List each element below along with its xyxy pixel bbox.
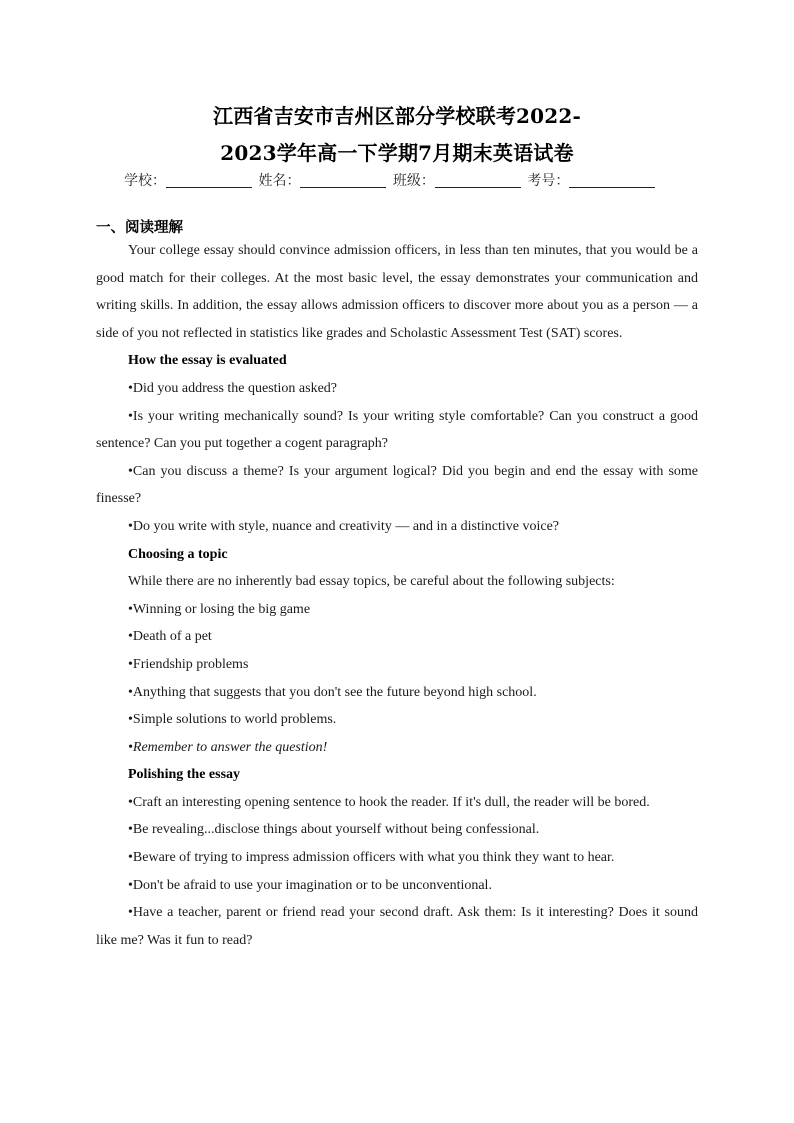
topic-reminder: •Remember to answer the question! bbox=[128, 739, 328, 755]
list-item: •Don't be afraid to use your imagination or to be unconventional. bbox=[128, 877, 492, 893]
name-label: 姓名： bbox=[258, 173, 301, 189]
list-item: •Beware of trying to impress admission officers with what you think they want to hear. bbox=[128, 850, 615, 866]
list-item: •Anything that suggests that you don't see the future beyond high school. bbox=[128, 684, 537, 700]
list-item: •Simple solutions to world problems. bbox=[128, 712, 337, 728]
exam-number-blank[interactable] bbox=[569, 173, 655, 188]
list-item: •Winning or losing the big game bbox=[128, 601, 311, 617]
list-item: •Have a teacher, parent or friend read your second draft. Ask them: Is it interesting? Does it sound like me? Was it fun to read? bbox=[96, 905, 698, 948]
school-label: 学校： bbox=[124, 173, 166, 189]
class-label: 班级： bbox=[392, 173, 435, 189]
topic-intro: While there are no inherently bad essay topics, be careful about the following subjects: bbox=[128, 574, 615, 590]
class-blank[interactable] bbox=[435, 173, 521, 188]
exam-title-line-1: 江西省吉安市吉州区部分学校联考2022- bbox=[213, 104, 581, 128]
list-item: •Is your writing mechanically sound? Is your writing style comfortable? Can you construct a good sentence? Can you put together a cogent paragraph? bbox=[96, 408, 698, 452]
list-item: •Be revealing...disclose things about yourself without being confessional. bbox=[128, 822, 540, 838]
list-item: •Did you address the question asked? bbox=[128, 380, 338, 396]
list-item: •Death of a pet bbox=[128, 629, 212, 645]
subheading-polishing: Polishing the essay bbox=[128, 767, 241, 783]
exam-title-line-2: 2023学年高一下学期7月期末英语试卷 bbox=[220, 141, 574, 165]
school-blank[interactable] bbox=[166, 173, 252, 188]
passage-intro: Your college essay should convince admission officers, in less than ten minutes, that you would be a good match for their colleges. At the most basic level, the essay demonstrates your communication and writing skills. In addition, the essay allows admission officers to discover more about you as a person — a side of you not reflected in statistics like grades and Scholastic Assessment Test (SAT) scores. bbox=[96, 243, 698, 341]
student-info-row bbox=[124, 170, 684, 190]
subheading-choosing-topic: Choosing a topic bbox=[128, 546, 228, 562]
list-item: •Craft an interesting opening sentence to hook the reader. If it's dull, the reader will be bored. bbox=[128, 794, 650, 810]
list-item: •Do you write with style, nuance and creativity — and in a distinctive voice? bbox=[128, 518, 559, 534]
reading-passage bbox=[96, 237, 698, 954]
exam-number-label: 考号： bbox=[527, 173, 570, 189]
list-item: •Friendship problems bbox=[128, 656, 249, 672]
list-item: •Can you discuss a theme? Is your argument logical? Did you begin and end the essay with some finesse? bbox=[96, 463, 698, 507]
section-title: 一、阅读理解 bbox=[96, 220, 183, 236]
subheading-evaluated: How the essay is evaluated bbox=[128, 353, 287, 369]
name-blank[interactable] bbox=[300, 173, 386, 188]
